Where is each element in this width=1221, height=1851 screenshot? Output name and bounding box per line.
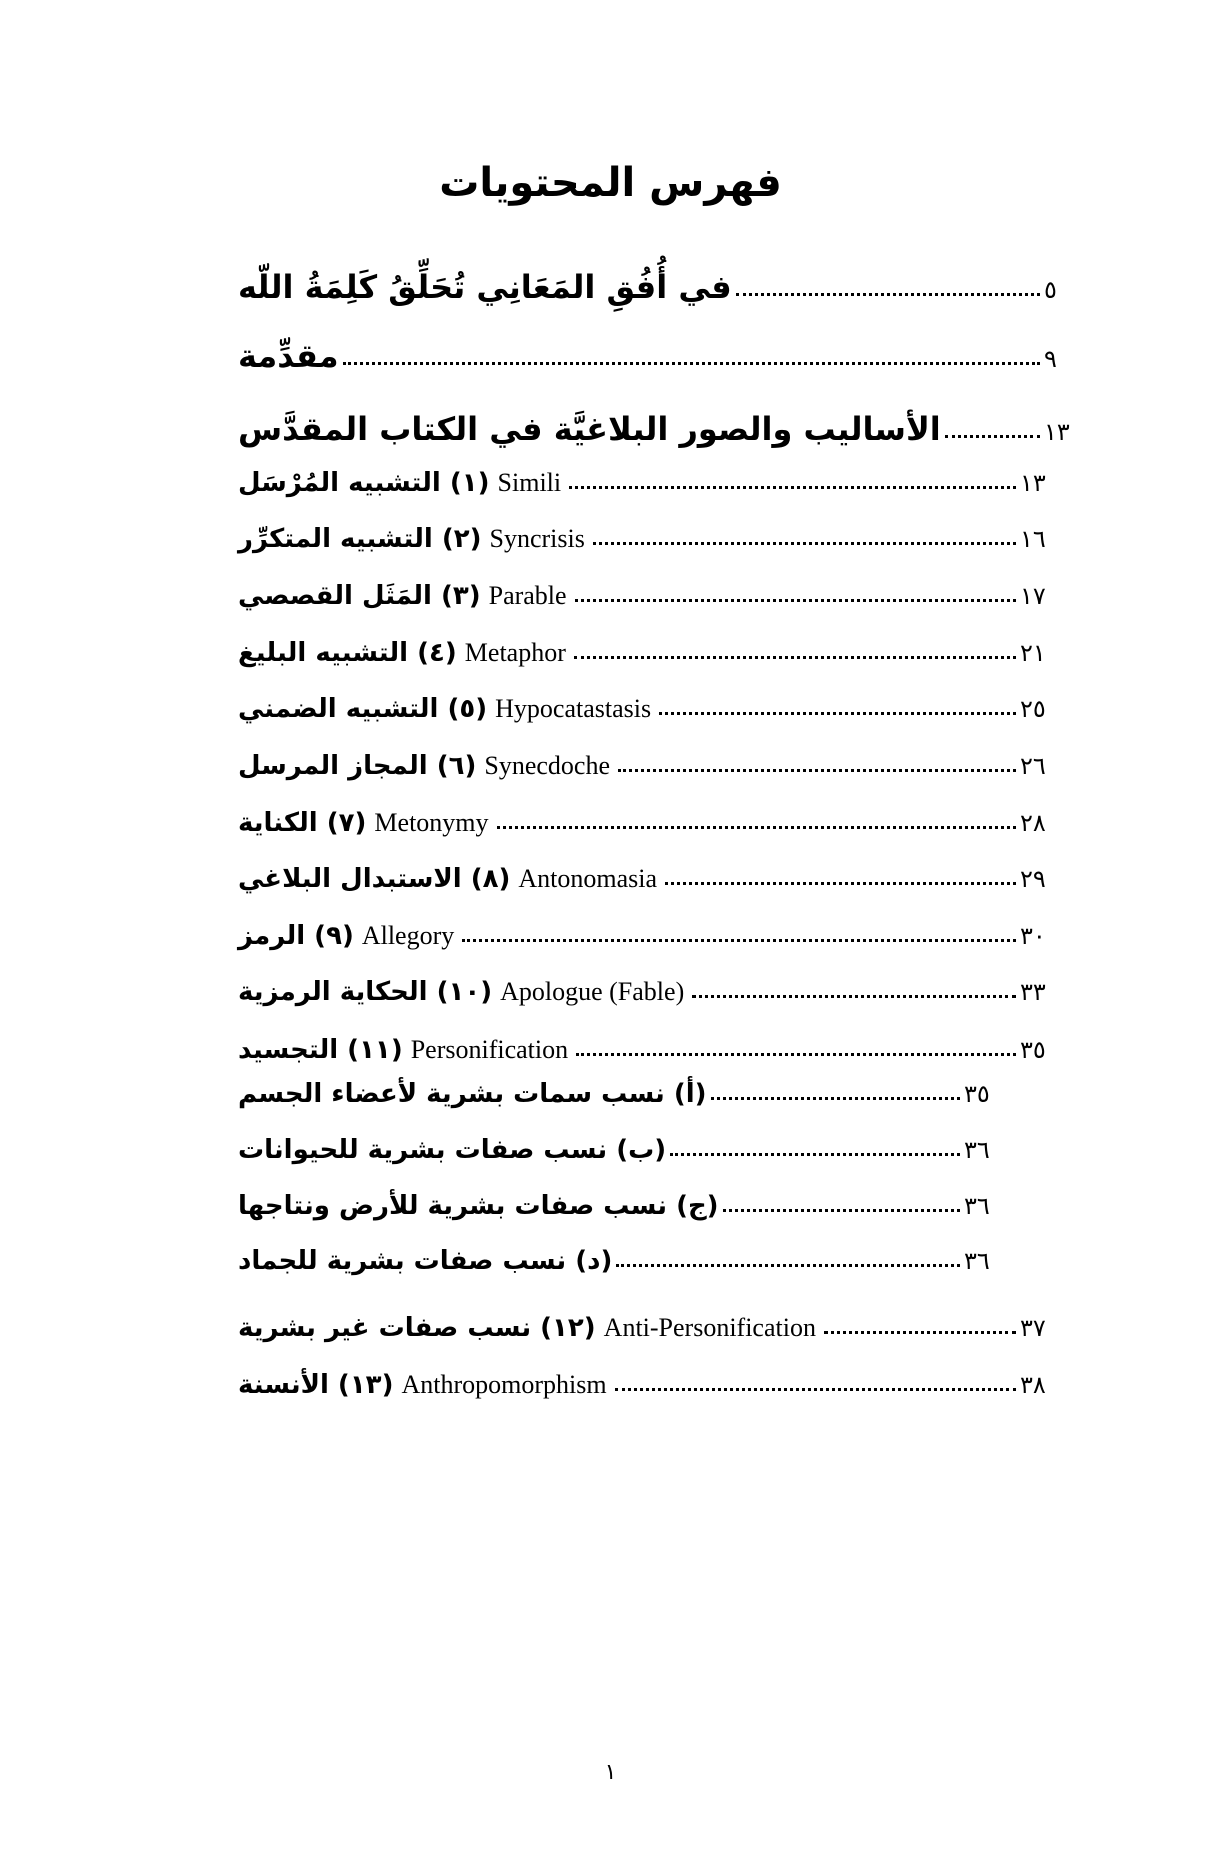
toc-entry-page-number: ٢٥ [1020,695,1046,723]
toc-entry-english-term: Anthropomorphism [401,1370,607,1399]
toc-entry-label [238,921,458,951]
toc-entry-label [238,410,941,448]
dot-leader [659,696,1016,715]
toc-entry-label [238,468,565,498]
toc-entry-title: (١٠) الحكاية الرمزية [238,977,493,1007]
toc-entry-label [238,694,655,724]
toc-entry-page-number: ٣٦ [964,1247,990,1275]
toc-entry-title: (ج) نسب صفات بشرية للأرض ونتاجها [238,1191,719,1221]
toc-entry-title: (٣) المَثَل القصصي [238,581,481,611]
dot-leader [736,277,1040,296]
toc-entry-title: (أ) نسب سمات بشرية لأعضاء الجسم [238,1079,707,1109]
toc-entry-title: (٩) الرمز [238,921,354,951]
toc-entry-page-number: ٢٨ [1020,809,1046,837]
toc-entry[interactable] [238,921,1050,951]
toc-entry[interactable] [238,581,1050,611]
dot-leader [945,419,1040,438]
toc-entry-english-term: Synecdoche [484,751,611,780]
toc-entry-title: (١) التشبيه المُرْسَل [238,468,490,498]
toc-entry-label [238,977,688,1007]
toc-entry-page-number: ١٧ [1020,582,1046,610]
toc-entry-page-number: ٣٥ [964,1080,990,1108]
toc-entry[interactable] [238,1191,994,1221]
toc-entry[interactable] [238,808,1050,838]
toc-entry-label [238,1135,666,1165]
toc-entry-english-term: Allegory [361,921,455,950]
toc-entry-title: الأساليب والصور البلاغيَّة في الكتاب المقدَّس [238,410,941,448]
dot-leader [618,753,1016,772]
toc-entry[interactable] [238,751,1050,781]
toc-entry-english-term: Metonymy [374,808,489,837]
toc-entry-title: (١٢) نسب صفات غير بشرية [238,1313,596,1343]
toc-entry[interactable] [238,268,1074,306]
toc-entry-label [238,1246,612,1276]
toc-entry-title: (ب) نسب صفات بشرية للحيوانات [238,1135,667,1165]
toc-entry-english-term: Antonomasia [518,864,658,893]
toc-entry[interactable] [238,410,1074,448]
toc-entry[interactable] [238,694,1050,724]
toc-entry-label [238,337,339,375]
toc-entry-page-number: ٣٧ [1020,1314,1046,1342]
toc-entry-english-term: Apologue (Fable) [500,977,685,1006]
toc-entry-label [238,581,571,611]
toc-entry-label [238,1191,719,1221]
toc-entry[interactable] [238,1246,994,1276]
toc-entry[interactable] [238,468,1050,498]
dot-leader [576,1037,1016,1056]
toc-entry[interactable] [238,1135,994,1165]
toc-entry-page-number: ٣٥ [1020,1036,1046,1064]
toc-entry-label [238,1370,611,1400]
dot-leader [616,1248,960,1267]
dot-leader [574,640,1016,659]
toc-entry-label [238,808,493,838]
dot-leader [711,1081,960,1100]
toc-entry-page-number: ٥ [1044,276,1057,304]
toc-entry-page-number: ٢١ [1020,639,1046,667]
dot-leader [824,1315,1016,1334]
toc-entry-title: (د) نسب صفات بشرية للجماد [238,1246,613,1276]
toc-entry-page-number: ٢٩ [1020,865,1046,893]
dot-leader [575,583,1016,602]
toc-entry-english-term: Syncrisis [489,524,585,553]
toc-entry-page-number: ٣٨ [1020,1371,1046,1399]
dot-leader [343,346,1040,365]
toc-entry[interactable] [238,638,1050,668]
dot-leader [670,1137,960,1156]
toc-entry-page-number: ١٣ [1044,418,1070,446]
toc-entry-page-number: ١٦ [1020,525,1046,553]
toc-entry-title: (٢) التشبيه المتكرِّر [238,524,482,554]
toc-entry-title: (٥) التشبيه الضمني [238,694,488,724]
toc-entry-title: (١٣) الأنسنة [238,1370,394,1400]
toc-entry[interactable] [238,1370,1050,1400]
toc-entry[interactable] [238,524,1050,554]
toc-entry-english-term: Simili [497,468,562,497]
toc-entry-label [238,524,589,554]
toc-entry-english-term: Anti-Personification [603,1313,816,1342]
toc-entry[interactable] [238,337,1074,375]
toc-entry[interactable] [238,1079,994,1109]
toc-entry-page-number: ٩ [1044,345,1057,373]
dot-leader [615,1372,1016,1391]
toc-entry-title: في أُفُقِ المَعَانِي تُحَلِّقُ كَلِمَةُ اللّه [238,268,732,306]
toc-entry-page-number: ١٣ [1020,469,1046,497]
toc-entry-page-number: ٣٦ [964,1192,990,1220]
toc-entry[interactable] [238,864,1050,894]
dot-leader [569,470,1016,489]
toc-entry-label [238,268,732,306]
toc-entry-title: (٨) الاستبدال البلاغي [238,864,511,894]
dot-leader [593,526,1016,545]
toc-entry[interactable] [238,977,1050,1007]
dot-leader [723,1193,960,1212]
dot-leader [497,810,1016,829]
toc-entry-english-term: Metaphor [464,638,566,667]
toc-entry-title: (٤) التشبيه البليغ [238,638,457,668]
toc-entry-label [238,638,570,668]
page-title: فهرس المحتويات [439,160,782,206]
toc-entry[interactable] [238,1035,1050,1065]
toc-entry-title: (٦) المجاز المرسل [238,751,477,781]
dot-leader [665,866,1016,885]
dot-leader [462,923,1016,942]
toc-entry-label [238,1035,572,1065]
page-number: ١ [604,1760,617,1785]
toc-entry-english-term: Hypocatastasis [495,694,652,723]
toc-entry-title: (٧) الكناية [238,808,367,838]
toc-entry-title: مقدِّمة [238,337,339,375]
toc-entry-label [238,864,661,894]
toc-entry-page-number: ٣٦ [964,1136,990,1164]
toc-entry-label [238,1313,820,1343]
toc-entry-english-term: Personification [410,1035,569,1064]
toc-entry-page-number: ٣٣ [1020,978,1046,1006]
toc-entry-label [238,1079,707,1109]
toc-entry-english-term: Parable [488,581,567,610]
toc-entry-page-number: ٣٠ [1020,922,1046,950]
toc-entry-label [238,751,614,781]
toc-entry[interactable] [238,1313,1050,1343]
dot-leader [692,979,1016,998]
toc-entry-page-number: ٢٦ [1020,752,1046,780]
toc-entry-title: (١١) التجسيد [238,1035,403,1065]
